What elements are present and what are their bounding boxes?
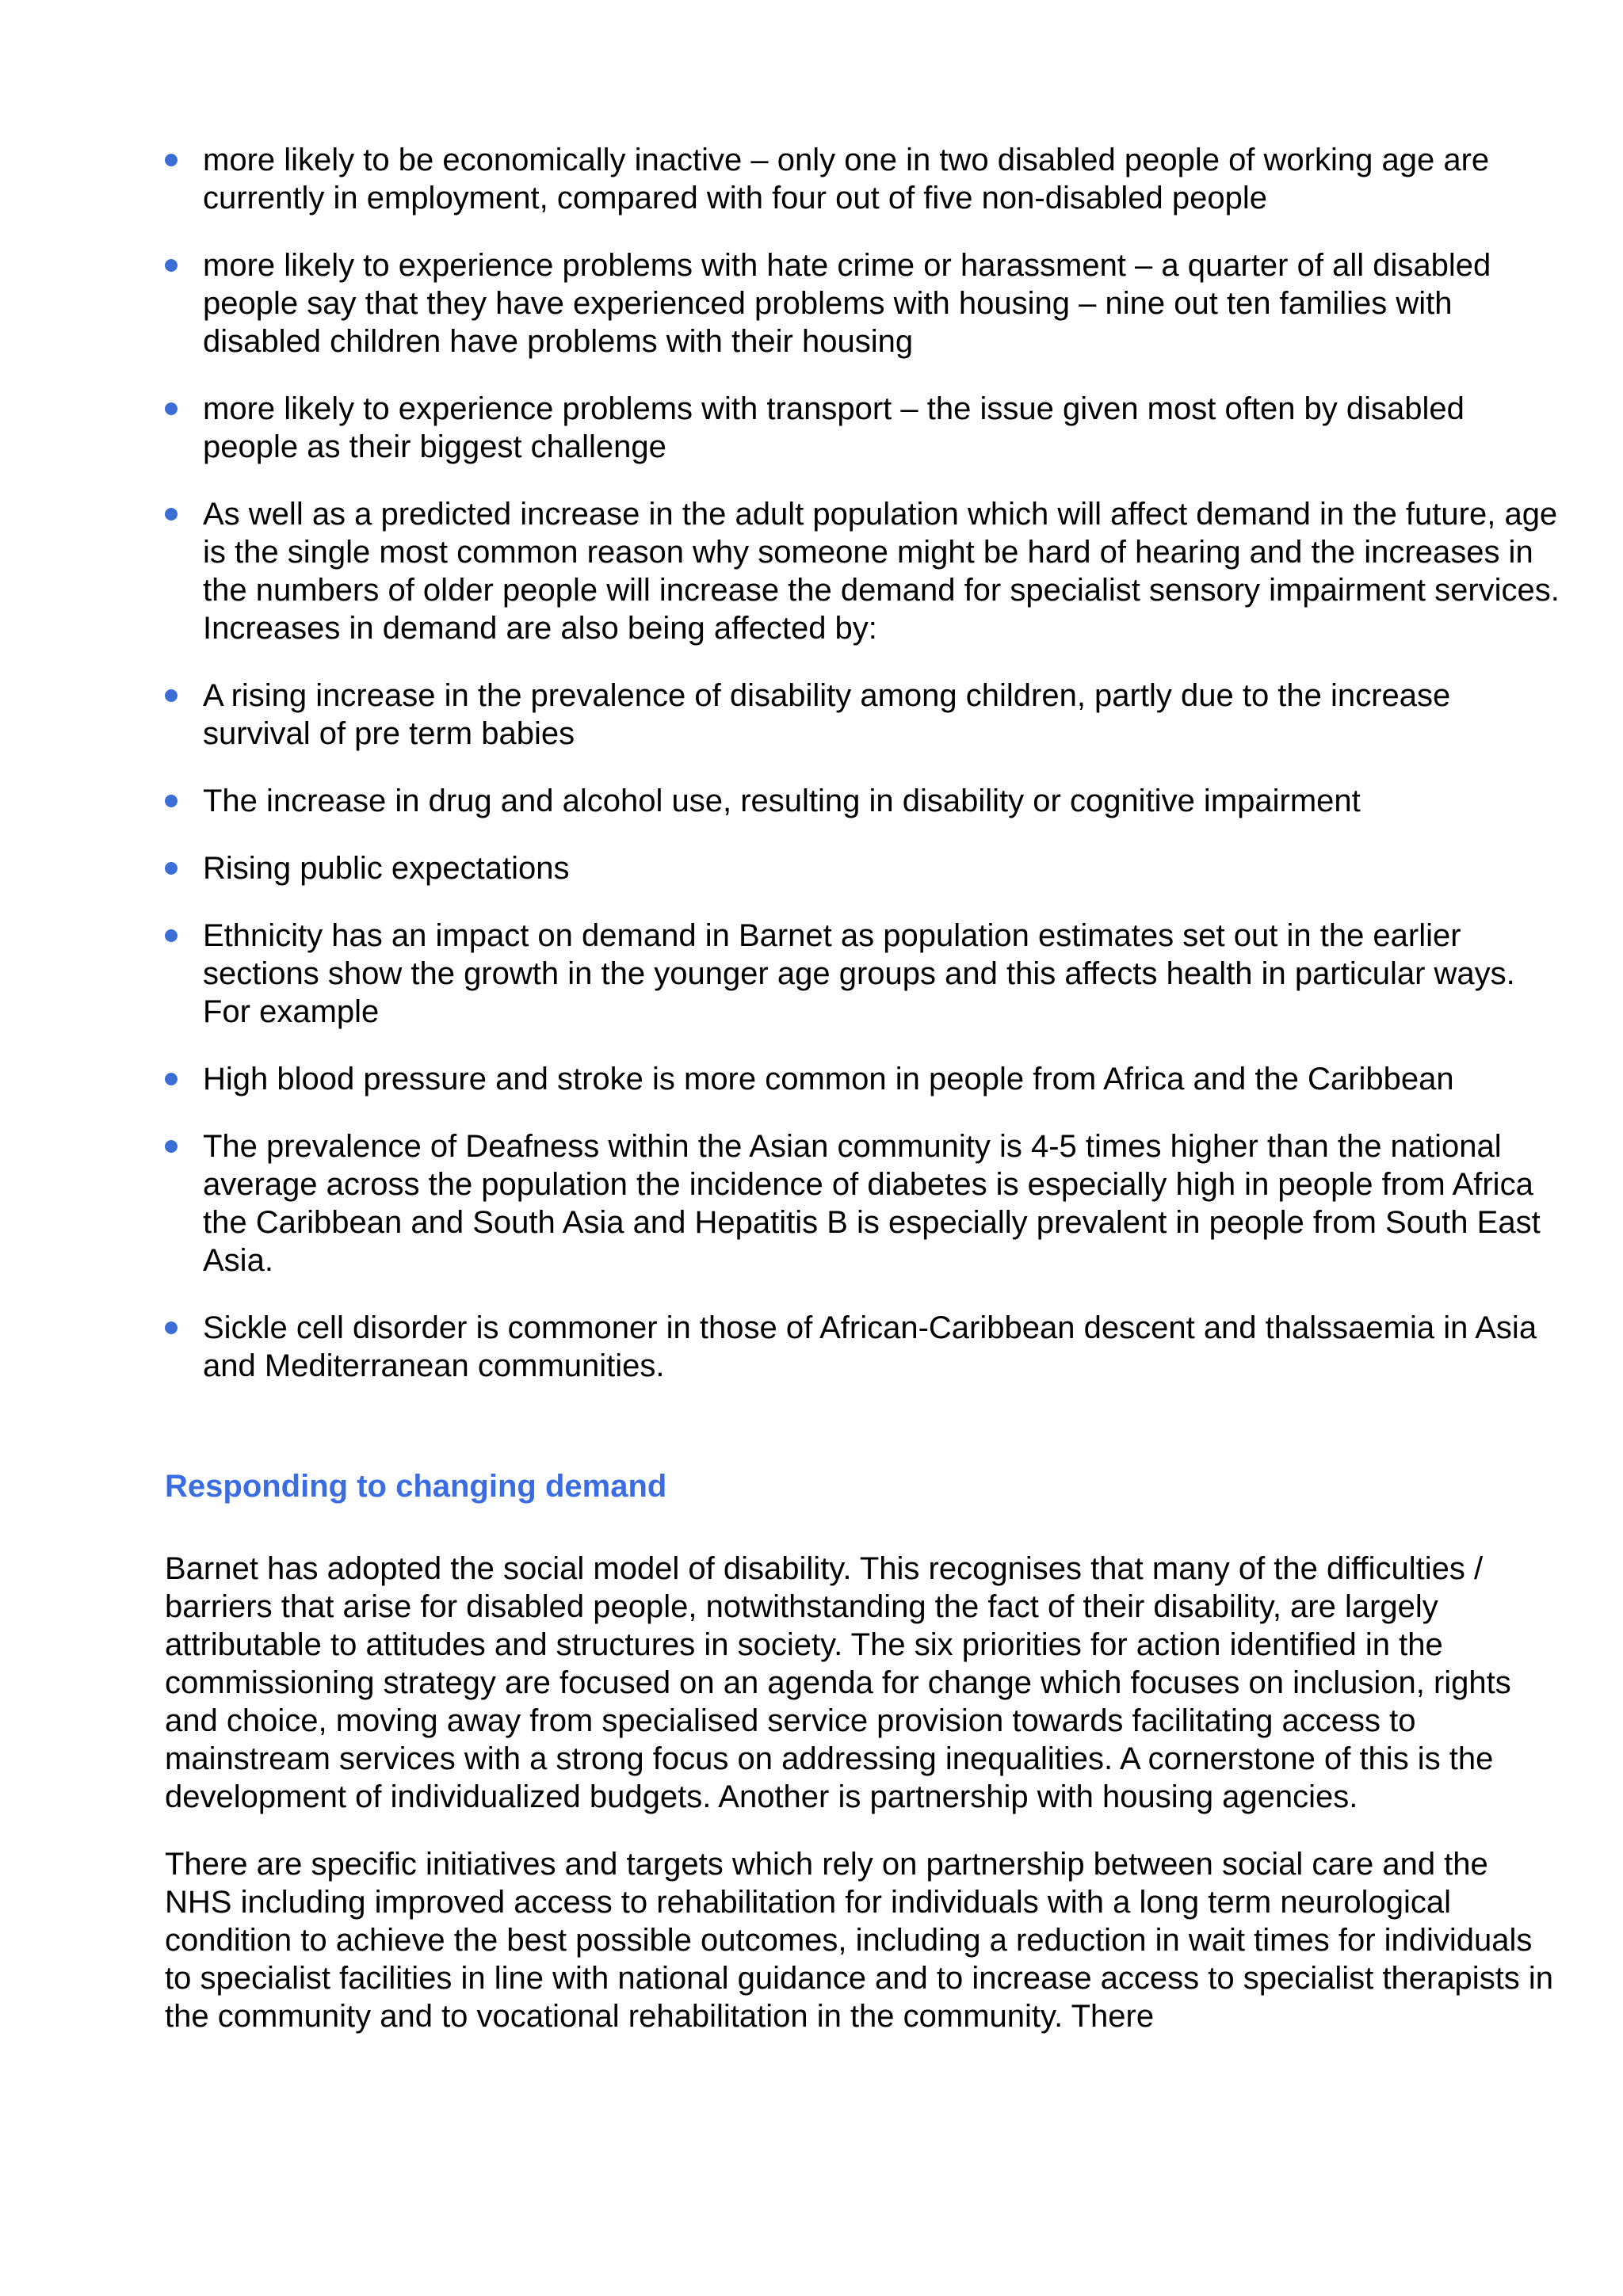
list-item-text: High blood pressure and stroke is more common in people from Africa and the Caribbean [203, 1062, 1454, 1097]
list-item [165, 246, 1560, 360]
bullet-icon [165, 689, 178, 702]
list-item [165, 917, 1560, 1031]
bullet-icon [165, 862, 178, 875]
list-item [165, 849, 1560, 887]
list-item [165, 782, 1560, 820]
list-item-text: Sickle cell disorder is commoner in those of African-Caribbean descent and thalssaemia in Asia and Mediterranean communities. [203, 1310, 1537, 1383]
bullet-icon [165, 1073, 178, 1085]
document-page [165, 141, 1560, 2065]
bullet-icon [165, 154, 178, 166]
list-item [165, 1127, 1560, 1280]
list-item-text: more likely to be economically inactive – only one in two disabled people of working age are currently in employment, compared with four out of five non-disabled people [203, 143, 1490, 215]
list-item-text: As well as a predicted increase in the adult population which will affect demand in the future, age is the single most common reason why someone might be hard of hearing and the increases in the numbers of older people will increase the demand for specialist sensory impairment services. Increases in demand are also being affected by: [203, 497, 1560, 646]
list-item-text: The increase in drug and alcohol use, resulting in disability or cognitive impairment [203, 784, 1361, 818]
list-item [165, 141, 1560, 217]
bullet-icon [165, 1322, 178, 1334]
bullet-icon [165, 929, 178, 942]
list-item-text: more likely to experience problems with hate crime or harassment – a quarter of all disabled people say that they have experienced problems with housing – nine out ten families with disabled children have problems with their housing [203, 248, 1491, 359]
body-paragraph: Barnet has adopted the social model of disability. This recognises that many of the difficulties / barriers that arise for disabled people, notwithstanding the fact of their disability, are largely attributable to attitudes and structures in society. The six priorities for action identified in the commissioning strategy are focused on an agenda for change which focuses on inclusion, rights and choice, moving away from specialised service provision towards facilitating access to mainstream services with a strong focus on addressing inequalities. A cornerstone of this is the development of individualized budgets. Another is partnership with housing agencies. [165, 1551, 1511, 1814]
list-item-text: A rising increase in the prevalence of disability among children, partly due to the increase survival of pre term babies [203, 678, 1451, 751]
bullet-icon [165, 795, 178, 807]
body-paragraph: There are specific initiatives and targets which rely on partnership between social care and the NHS including improved access to rehabilitation for individuals with a long term neurological condition to achieve the best possible outcomes, including a reduction in wait times for individuals to specialist facilities in line with national guidance and to increase access to specialist therapists in the community and to vocational rehabilitation in the community. There [165, 1847, 1554, 2034]
bullet-icon [165, 1140, 178, 1153]
list-item [165, 677, 1560, 753]
list-item-text: more likely to experience problems with transport – the issue given most often by disabled people as their biggest challenge [203, 391, 1465, 464]
section-heading: Responding to changing demand [165, 1469, 667, 1504]
list-item-text: Ethnicity has an impact on demand in Barnet as population estimates set out in the earlier sections show the growth in the younger age groups and this affects health in particular ways. For example [203, 918, 1515, 1029]
list-item-text: Rising public expectations [203, 851, 570, 886]
list-item [165, 390, 1560, 466]
bullet-list [165, 141, 1560, 1385]
list-item-text: The prevalence of Deafness within the Asian community is 4-5 times higher than the national average across the population the incidence of diabetes is especially high in people from Africa the Caribbean and South Asia and Hepatitis B is especially prevalent in people from South East Asia. [203, 1129, 1541, 1278]
list-item [165, 1060, 1560, 1098]
bullet-icon [165, 402, 178, 415]
list-item [165, 1309, 1560, 1385]
bullet-icon [165, 259, 178, 272]
list-item [165, 495, 1560, 647]
bullet-icon [165, 508, 178, 521]
